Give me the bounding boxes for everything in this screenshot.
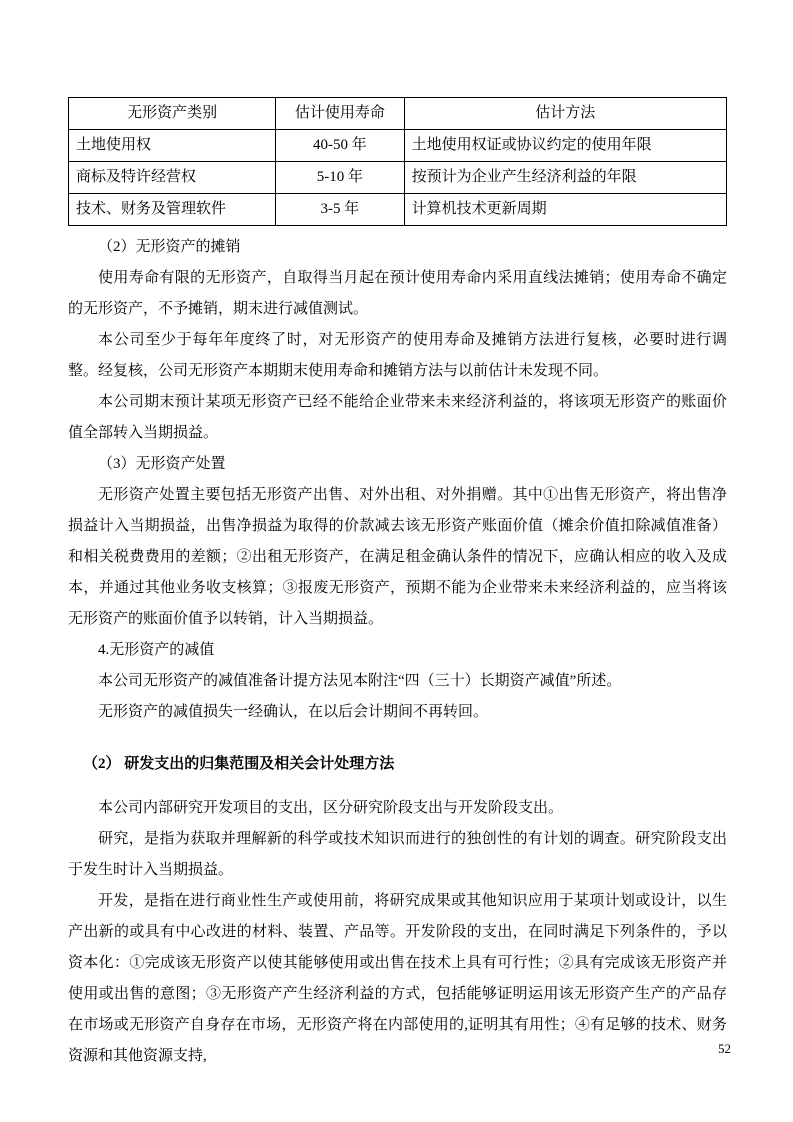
table-row <box>69 162 727 194</box>
table-cell: 40-50 年 <box>276 130 404 162</box>
table-cell: 按预计为企业产生经济利益的年限 <box>404 162 726 194</box>
paragraph: 开发，是指在进行商业性生产或使用前，将研究成果或其他知识应用于某项计划或设计，以生产出新的或具有中心改进的材料、装置、产品等。开发阶段的支出，在同时满足下列条件的，予以资本化：①完成该无形资产以使其能够使用或出售在技术上具有可行性；②具有完成该无形资产并使用或出售的意图；③无形资产产生经济利益的方式，包括能够证明运用该无形资产生产的产品存在市场或无形资产自身存在市场，无形资产将在内部使用的,证明其有用性；④有足够的技术、财务资源和其他资源支持, <box>68 893 727 1064</box>
page-content <box>68 97 727 1072</box>
subheading-amortization: （2）无形资产的摊销 <box>98 239 241 255</box>
section-heading-rd-expenditure: （2） 研发支出的归集范围及相关会计处理方法 <box>83 756 395 772</box>
table-cell: 5-10 年 <box>276 162 404 194</box>
table-cell: 3-5 年 <box>276 194 404 226</box>
table-header-useful-life: 估计使用寿命 <box>276 98 404 130</box>
paragraph: 使用寿命有限的无形资产，自取得当月起在预计使用寿命内采用直线法摊销；使用寿命不确定的无形资产，不予摊销，期末进行减值测试。 <box>68 270 727 317</box>
paragraph: 本公司至少于每年年度终了时，对无形资产的使用寿命及摊销方法进行复核，必要时进行调整。经复核，公司无形资产本期期末使用寿命和摊销方法与以前估计未发现不同。 <box>68 332 727 379</box>
intangible-assets-table <box>68 97 727 226</box>
table-cell: 土地使用权 <box>69 130 276 162</box>
table-row <box>69 194 727 226</box>
paragraph: 本公司期末预计某项无形资产已经不能给企业带来未来经济利益的，将该项无形资产的账面价值全部转入当期损益。 <box>68 394 727 441</box>
paragraph: 无形资产的减值损失一经确认，在以后会计期间不再转回。 <box>98 704 489 720</box>
table-cell: 计算机技术更新周期 <box>404 194 726 226</box>
paragraph: 本公司内部研究开发项目的支出，区分研究阶段支出与开发阶段支出。 <box>98 800 564 816</box>
table-header-method: 估计方法 <box>404 98 726 130</box>
paragraph: 本公司无形资产的减值准备计提方法见本附注“四（三十）长期资产减值”所述。 <box>98 673 622 689</box>
table-cell: 商标及特许经营权 <box>69 162 276 194</box>
body-text <box>68 232 727 1072</box>
table-row <box>69 130 727 162</box>
subheading-disposal: （3）无形资产处置 <box>98 456 226 472</box>
subheading-impairment: 4.无形资产的减值 <box>98 642 215 658</box>
table-cell: 技术、财务及管理软件 <box>69 194 276 226</box>
table-header-row <box>69 98 727 130</box>
table-header-category: 无形资产类别 <box>69 98 276 130</box>
table-cell: 土地使用权证或协议约定的使用年限 <box>404 130 726 162</box>
page-number: 52 <box>718 1041 731 1056</box>
paragraph: 无形资产处置主要包括无形资产出售、对外出租、对外捐赠。其中①出售无形资产，将出售净损益计入当期损益，出售净损益为取得的价款减去该无形资产账面价值（摊余价值扣除减值准备）和相关税费费用的差额；②出租无形资产，在满足租金确认条件的情况下，应确认相应的收入及成本，并通过其他业务收支核算；③报废无形资产，预期不能为企业带来未来经济利益的，应当将该无形资产的账面价值予以转销，计入当期损益。 <box>68 487 727 627</box>
paragraph: 研究，是指为获取并理解新的科学或技术知识而进行的独创性的有计划的调查。研究阶段支出于发生时计入当期损益。 <box>68 831 727 878</box>
